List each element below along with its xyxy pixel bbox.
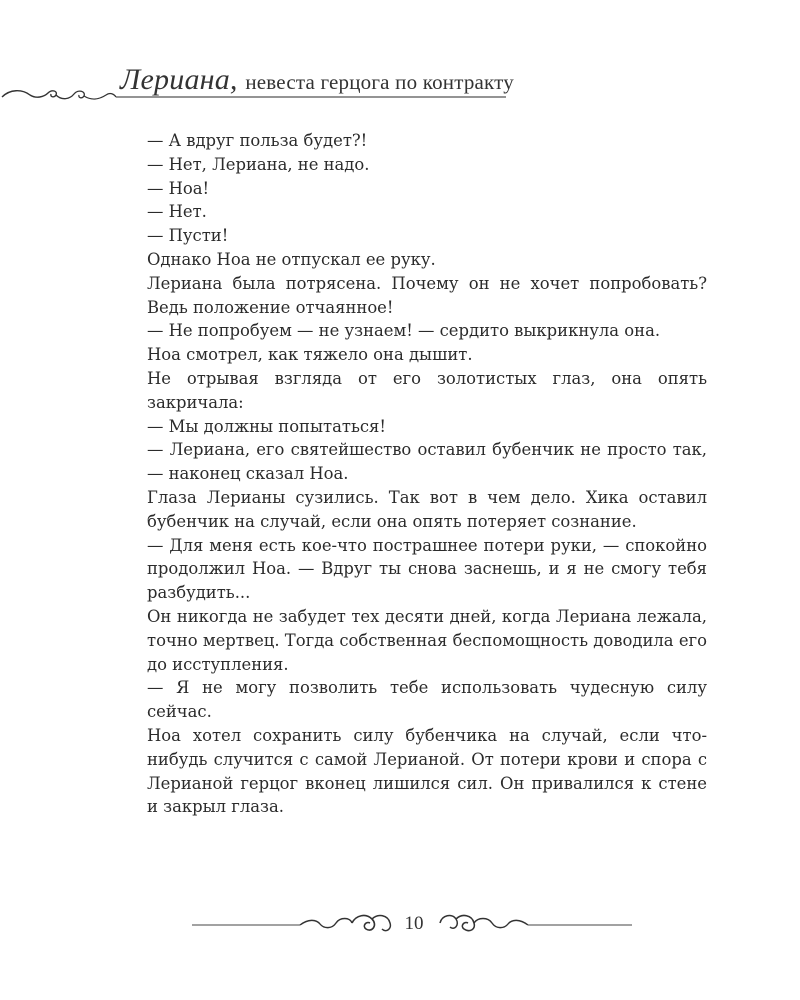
paragraph: — Нет, Лериана, не надо. [147,154,370,174]
paragraph: Не отрывая взгляда от его золотистых глаз, она опять закричала: [147,368,707,412]
page-footer [0,903,800,943]
paragraph: Он никогда не забудет тех десяти дней, когда Лериана лежала, точно мертвец. Тогда собственная беспомощность доводила его до исступления. [147,606,707,674]
paragraph: Ноа хотел сохранить силу бубенчика на случай, если что-нибудь случится с самой Лерианой. От потери крови и спора с Лерианой герцог вконец лишился сил. Он привалился к стене и закрыл глаза. [147,725,707,817]
paragraph: — Нет. [147,202,207,222]
page-number: 10 [404,913,424,934]
paragraph: Глаза Лерианы сузились. Так вот в чем дело. Хика оставил бубенчик на случай, если она опять потеряет сознание. [147,487,707,531]
paragraph: Однако Ноа не отпускал ее руку. [147,249,436,269]
paragraph: — А вдруг польза будет?! [147,131,368,150]
book-title-name: ериана, [140,63,246,96]
book-title-initial: Л [120,63,141,96]
main-text [147,129,707,819]
paragraph: — Для меня есть кое-что пострашнее потери руки, — спокойно продолжил Ноа. — Вдруг ты снова заснешь, и я не смогу тебя разбудить... [147,535,707,603]
paragraph: — Пусти! [147,226,229,246]
paragraph: Лериана была потрясена. Почему он не хочет попробовать? Ведь положение отчаянное! [147,273,707,317]
paragraph: — Мы должны попытаться! [147,416,386,436]
paragraph: — Не попробуем — не узнаем! — сердито выкрикнула она. [147,321,661,341]
paragraph: — Лериана, его святейшество оставил бубенчик не просто так, — наконец сказал Ноа. [147,440,707,484]
book-title-subtitle: невеста герцога по контракту [245,70,514,94]
running-header [0,55,800,115]
header-flourish-ornament [0,85,520,105]
paragraph: — Ноа! [147,178,210,198]
paragraph: Ноа смотрел, как тяжело она дышит. [147,345,473,365]
paragraph: — Я не могу позволить тебе использовать чудесную силу сейчас. [147,678,707,722]
